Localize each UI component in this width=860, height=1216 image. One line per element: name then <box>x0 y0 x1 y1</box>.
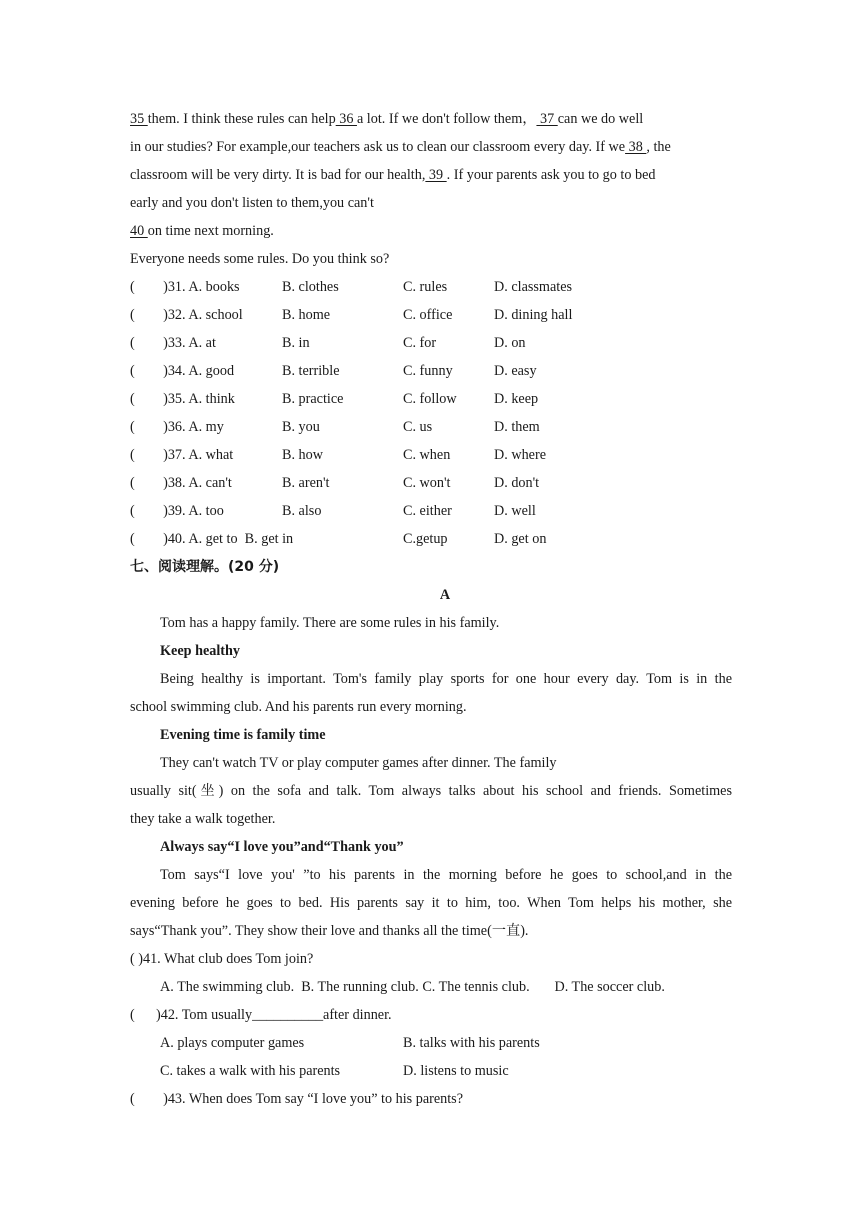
passage-text: evening before he goes to bed. His parents say it to him, too. When Tom helps his mother, she <box>130 895 732 911</box>
question-option-b: B. also <box>282 503 322 519</box>
cloze-line-6: Everyone needs some rules. Do you think so? <box>130 251 390 267</box>
cloze-line-5 <box>130 222 732 240</box>
question-option-d: D. them <box>494 419 540 435</box>
question-stem: ( )39. A. too <box>130 503 224 519</box>
question-option-d: D. don't <box>494 475 540 491</box>
cloze-text: , the <box>646 139 671 155</box>
passage-text: says“Thank you”. They show their love and thanks all the time(一直). <box>130 923 529 939</box>
question-42-option-c: C. takes a walk with his parents <box>160 1063 341 1079</box>
question-41-options: A. The swimming club. B. The running club. C. The tennis club. D. The soccer club. <box>160 979 665 995</box>
question-stem: ( )35. A. think <box>130 391 235 407</box>
question-42-option-b: B. talks with his parents <box>403 1035 540 1051</box>
cloze-text: . If your parents ask you to go to bed <box>446 167 656 183</box>
question-option-c: C. won't <box>403 475 451 491</box>
question-option-d: D. keep <box>494 391 539 407</box>
passage-heading-3: Always say“I love you”and“Thank you” <box>160 839 404 855</box>
question-option-c: C. funny <box>403 363 453 379</box>
passage-text: They can't watch TV or play computer games after dinner. The family <box>160 755 557 771</box>
cloze-text: them. I think these rules can help <box>147 111 336 127</box>
question-42-option-d: D. listens to music <box>403 1063 509 1079</box>
question-stem: ( )34. A. good <box>130 363 235 379</box>
blank-35: 35 <box>130 111 148 127</box>
question-43: ( )43. When does Tom say “I love you” to his parents? <box>130 1091 463 1107</box>
blank-39: 39 <box>425 167 447 183</box>
question-option-c: C. for <box>403 335 437 351</box>
question-option-d: D. dining hall <box>494 307 573 323</box>
question-stem: ( )32. A. school <box>130 307 243 323</box>
question-option-c: C.getup <box>403 531 448 547</box>
part-label: A <box>439 587 451 603</box>
question-42-stem: ( )42. Tom usually <box>130 1007 253 1023</box>
passage-text: Being healthy is important. Tom's family play sports for one hour every day. Tom is in the <box>160 671 732 687</box>
question-option-d: D. where <box>494 447 546 463</box>
question-42-blank: __________ <box>252 1007 324 1023</box>
cloze-text: can we do well <box>557 111 644 127</box>
question-42-option-a: A. plays computer games <box>160 1035 305 1051</box>
cloze-line-3 <box>130 166 732 184</box>
cloze-text: on time next morning. <box>147 223 274 239</box>
question-42-stem-end: after dinner. <box>323 1007 392 1023</box>
cloze-line-4: early and you don't listen to them,you can't <box>130 195 374 211</box>
question-option-d: D. get on <box>494 531 547 547</box>
passage-text: Tom says“I love you' ”to his parents in the morning before he goes to school,and in the <box>160 867 732 883</box>
question-stem: ( )31. A. books <box>130 279 240 295</box>
passage-intro: Tom has a happy family. There are some rules in his family. <box>160 615 500 631</box>
question-option-c: C. when <box>403 447 451 463</box>
cloze-text: classroom will be very dirty. It is bad for our health, <box>130 167 426 183</box>
question-option-c: C. office <box>403 307 453 323</box>
question-stem: ( )37. A. what <box>130 447 234 463</box>
passage-text: usually sit(坐) on the sofa and talk. Tom always talks about his school and friends. Sometimes <box>130 783 732 799</box>
question-option-c: C. either <box>403 503 452 519</box>
question-option-b: B. clothes <box>282 279 339 295</box>
question-option-d: D. on <box>494 335 526 351</box>
passage-heading-2: Evening time is family time <box>160 727 326 743</box>
passage-text: school swimming club. And his parents run every morning. <box>130 699 467 715</box>
question-option-c: C. us <box>403 419 433 435</box>
blank-37: 37 <box>536 111 558 127</box>
question-stem: ( )38. A. can't <box>130 475 232 491</box>
question-option-b: B. aren't <box>282 475 330 491</box>
question-option-d: D. well <box>494 503 536 519</box>
cloze-text: a lot. If we don't follow them， <box>356 111 537 127</box>
cloze-line-2 <box>130 138 732 156</box>
cloze-line-1 <box>130 110 732 128</box>
section-title: 七、阅读理解。(20 分) <box>130 559 280 575</box>
question-option-b: B. home <box>282 307 331 323</box>
question-stem: ( )40. A. get to B. get in <box>130 531 294 547</box>
question-option-c: C. rules <box>403 279 448 295</box>
question-option-d: D. classmates <box>494 279 573 295</box>
question-41: ( )41. What club does Tom join? <box>130 951 314 967</box>
question-option-d: D. easy <box>494 363 537 379</box>
question-option-c: C. follow <box>403 391 457 407</box>
blank-38: 38 <box>625 139 647 155</box>
question-option-b: B. how <box>282 447 323 463</box>
passage-heading-1: Keep healthy <box>160 643 240 659</box>
question-option-b: B. practice <box>282 391 344 407</box>
blank-40: 40 <box>130 223 148 239</box>
question-stem: ( )33. A. at <box>130 335 216 351</box>
passage-text: they take a walk together. <box>130 811 276 827</box>
blank-36: 36 <box>335 111 357 127</box>
question-42 <box>130 1006 732 1024</box>
question-stem: ( )36. A. my <box>130 419 224 435</box>
cloze-text: in our studies? For example,our teachers ask us to clean our classroom every day. If we <box>130 139 626 155</box>
question-option-b: B. you <box>282 419 320 435</box>
question-option-b: B. in <box>282 335 310 351</box>
question-option-b: B. terrible <box>282 363 340 379</box>
